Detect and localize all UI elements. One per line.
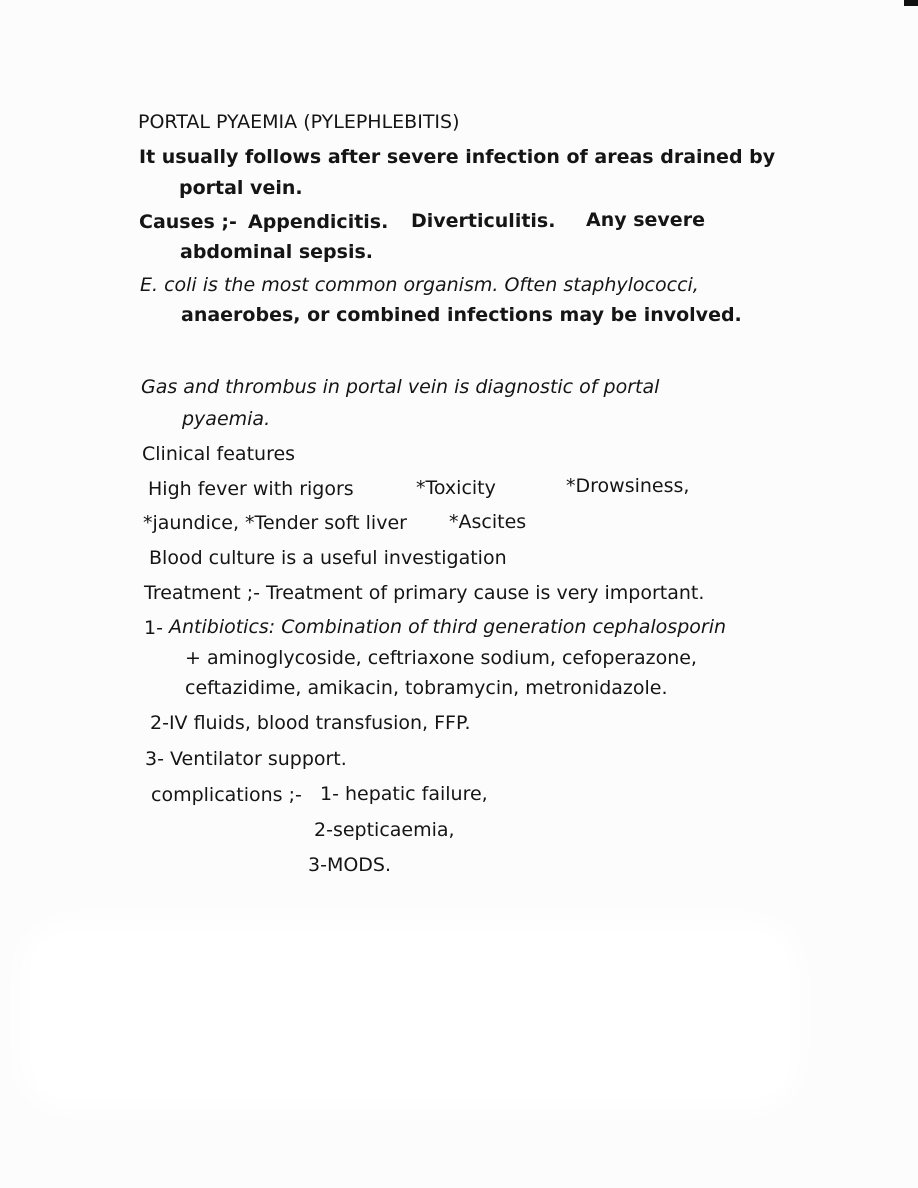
- treatment-heading: Treatment ;- Treatment of primary cause is very important.: [144, 582, 705, 604]
- cause-appendicitis: Appendicitis.: [248, 211, 389, 233]
- feature-fever: High fever with rigors: [148, 478, 354, 500]
- scan-corner-mark: [904, 0, 918, 6]
- organism-line-1: E. coli is the most common organism. Often staphylococci,: [140, 274, 699, 296]
- complication-1: 1- hepatic failure,: [320, 783, 488, 805]
- treatment-1-number: 1-: [144, 617, 163, 639]
- complications-label: complications ;-: [151, 784, 302, 806]
- investigation-line: Blood culture is a useful investigation: [149, 547, 507, 569]
- treatment-1-line-3: ceftazidime, amikacin, tobramycin, metronidazole.: [185, 677, 668, 699]
- treatment-3: 3- Ventilator support.: [145, 748, 347, 770]
- feature-jaundice-liver: *jaundice, *Tender soft liver: [143, 512, 407, 534]
- diagnostic-line-1: Gas and thrombus in portal vein is diagnostic of portal: [141, 376, 660, 398]
- feature-toxicity: *Toxicity: [416, 477, 496, 499]
- cause-severe: Any severe: [586, 209, 705, 231]
- complication-3: 3-MODS.: [308, 854, 392, 876]
- cause-diverticulitis: Diverticulitis.: [411, 210, 556, 232]
- whiteout-smudge: [30, 930, 790, 1100]
- feature-ascites: *Ascites: [449, 511, 527, 533]
- page-title: PORTAL PYAEMIA (PYLEPHLEBITIS): [138, 111, 460, 133]
- treatment-1-line-1: Antibiotics: Combination of third generation cephalosporin: [169, 616, 727, 638]
- treatment-1-line-2: + aminoglycoside, ceftriaxone sodium, cefoperazone,: [185, 647, 697, 669]
- complication-2: 2-septicaemia,: [314, 819, 455, 841]
- organism-line-2: anaerobes, or combined infections may be involved.: [181, 304, 742, 326]
- causes-label: Causes ;-: [139, 211, 237, 233]
- intro-line-2: portal vein.: [179, 177, 303, 199]
- cause-abdominal-sepsis: abdominal sepsis.: [180, 241, 374, 263]
- feature-drowsiness: *Drowsiness,: [566, 475, 690, 497]
- treatment-2: 2-IV fluids, blood transfusion, FFP.: [150, 712, 471, 734]
- clinical-heading: Clinical features: [142, 443, 296, 465]
- intro-line-1: It usually follows after severe infection of areas drained by: [139, 146, 776, 168]
- diagnostic-line-2: pyaemia.: [182, 408, 271, 430]
